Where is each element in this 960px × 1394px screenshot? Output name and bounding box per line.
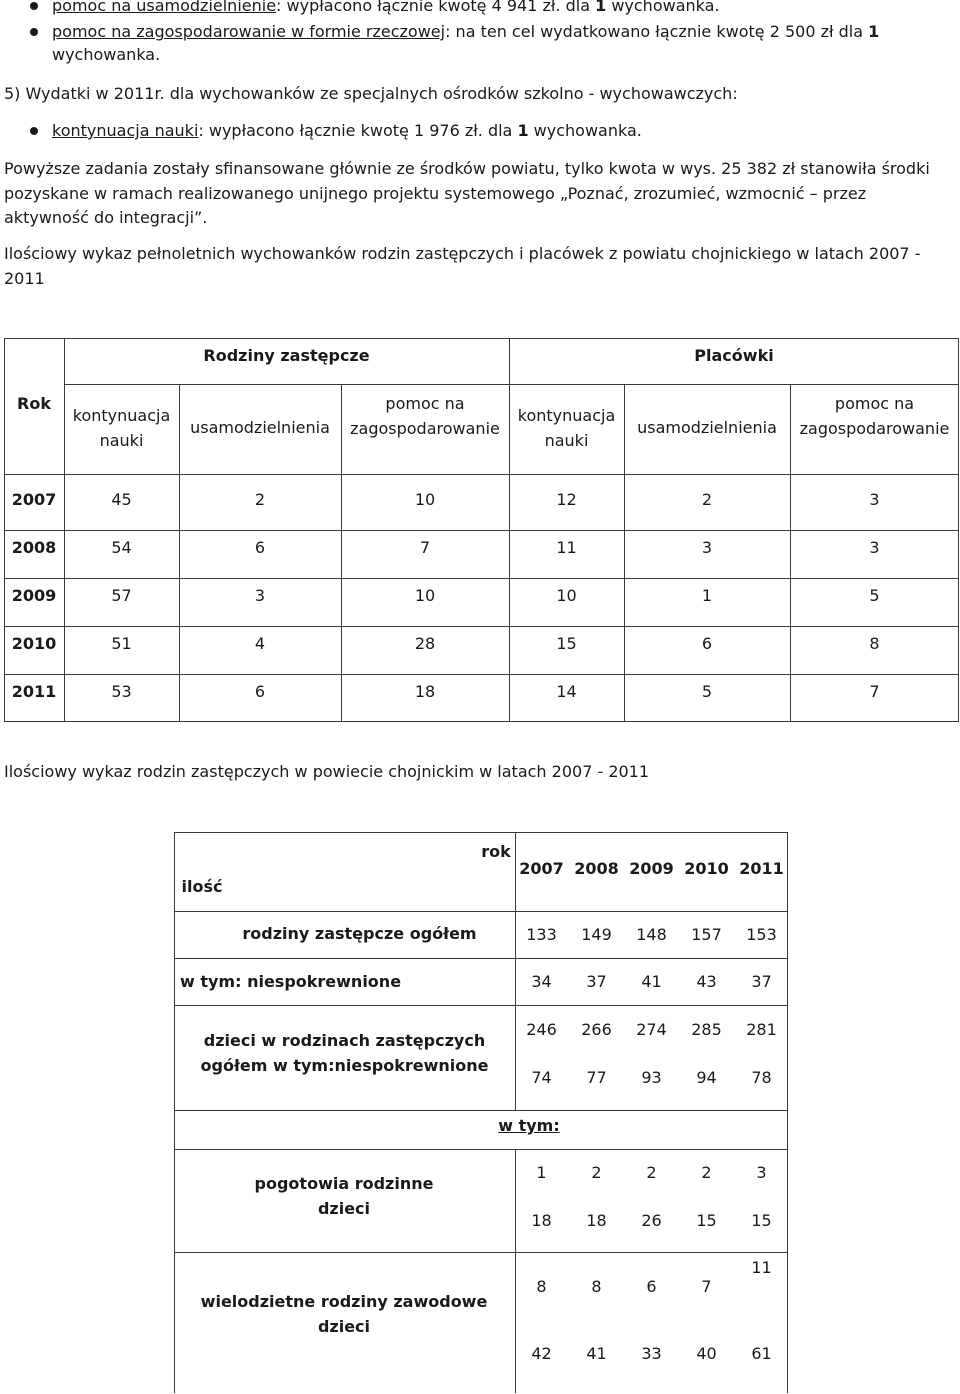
- table-cell: 42: [531, 1344, 552, 1363]
- table-cell: 37: [586, 972, 607, 991]
- bullet-tail: wychowanka.: [606, 0, 720, 15]
- table-cell: 11: [751, 1258, 772, 1277]
- row-year: 2008: [11, 538, 57, 557]
- table-cell: 2: [701, 490, 713, 509]
- link-pomoc-zagospodarowanie[interactable]: pomoc na zagospodarowanie w formie rzeczowej: [52, 22, 446, 41]
- link-pomoc-usamodzielnienie[interactable]: pomoc na usamodzielnienie: [52, 0, 277, 15]
- corner-ilosc: ilość: [181, 877, 223, 896]
- table-cell: 1: [536, 1163, 547, 1182]
- table-cell: 26: [641, 1211, 662, 1230]
- bullet-text: : wypłacono łącznie kwotę 1 976 zł. dla: [198, 121, 518, 140]
- table-cell: 15: [696, 1211, 717, 1230]
- table-cell: 54: [111, 538, 132, 557]
- table-cell: 18: [586, 1211, 607, 1230]
- section-heading: 5) Wydatki w 2011r. dla wychowanków ze specjalnych ośrodków szkolno - wychowawczych:: [4, 84, 738, 103]
- table-cell: 45: [111, 490, 132, 509]
- table1-caption: Ilościowy wykaz pełnoletnich wychowanków rodzin zastępczych i placówek z powiatu chojnickiego w latach 2007 - 2011: [4, 244, 921, 288]
- subheader: kontynuacja nauki: [72, 406, 171, 450]
- row-label-wielodzietne: wielodzietne rodziny zawodowe dzieci: [200, 1292, 488, 1336]
- table-cell: 41: [641, 972, 662, 991]
- year-header: 2008: [574, 859, 619, 878]
- year-header: 2009: [629, 859, 674, 878]
- bullet-text: : na ten cel wydatkowano łącznie kwotę 2 500 zł dla: [445, 22, 869, 41]
- table-cell: 61: [751, 1344, 772, 1363]
- bullet-tail: wychowanka.: [52, 45, 161, 64]
- table-cell: 51: [111, 634, 132, 653]
- bullet-count: 1: [517, 121, 529, 140]
- table-cell: 2: [701, 1163, 712, 1182]
- table-cell: 18: [414, 682, 436, 701]
- table-cell: 93: [641, 1068, 662, 1087]
- table-cell: 149: [581, 925, 612, 944]
- table-cell: 3: [756, 1163, 767, 1182]
- table-cell: 8: [536, 1277, 547, 1296]
- row-year: 2010: [11, 634, 57, 653]
- table-cell: 153: [746, 925, 777, 944]
- table-cell: 8: [869, 634, 880, 653]
- table-cell: 6: [701, 634, 713, 653]
- table-cell: 148: [636, 925, 667, 944]
- table-cell: 57: [111, 586, 132, 605]
- subheader: usamodzielnienia: [190, 418, 330, 437]
- bullet-text: : wypłacono łącznie kwotę 4 941 zł. dla: [276, 0, 596, 15]
- row-label-children: dzieci w rodzinach zastępczych ogółem w tym:niespokrewnione: [200, 1031, 489, 1075]
- table-cell: 6: [646, 1277, 657, 1296]
- table-cell: 10: [556, 586, 577, 605]
- bullet-count: 1: [595, 0, 607, 15]
- table-cell: 2: [254, 490, 266, 509]
- table-cell: 53: [111, 682, 132, 701]
- year-header: 2011: [739, 859, 784, 878]
- table-cell: 7: [701, 1277, 712, 1296]
- table-cell: 281: [746, 1020, 777, 1039]
- table-cell: 37: [751, 972, 772, 991]
- header-rok: Rok: [17, 394, 51, 413]
- header-rodziny-zastepcze: Rodziny zastępcze: [203, 346, 370, 365]
- table-cell: 5: [701, 682, 713, 701]
- w-tym-label: w tym:: [498, 1116, 560, 1135]
- list-item: [52, 20, 932, 66]
- table-cell: 43: [696, 972, 717, 991]
- row-year: 2009: [11, 586, 57, 605]
- table-cell: 40: [696, 1344, 717, 1363]
- table-cell: 34: [531, 972, 552, 991]
- row-year: 2011: [11, 682, 57, 701]
- table-cell: 246: [526, 1020, 557, 1039]
- table-cell: 77: [586, 1068, 607, 1087]
- list-item: [52, 0, 932, 17]
- header-placowki: Placówki: [694, 346, 774, 365]
- table-adult-wards: [4, 338, 959, 722]
- table-cell: 11: [556, 538, 577, 557]
- table-cell: 10: [414, 490, 436, 509]
- subheader: pomoc na zagospodarowanie: [799, 394, 950, 438]
- row-label-niespokrewnione: w tym: niespokrewnione: [180, 972, 402, 991]
- table-cell: 6: [254, 682, 266, 701]
- table-cell: 15: [751, 1211, 772, 1230]
- corner-rok: rok: [481, 842, 511, 861]
- table-cell: 7: [419, 538, 431, 557]
- table-cell: 3: [701, 538, 713, 557]
- table-cell: 10: [414, 586, 436, 605]
- table-cell: 274: [636, 1020, 667, 1039]
- bullet-tail: wychowanka.: [528, 121, 642, 140]
- bullet-dot-icon: [30, 127, 38, 135]
- table-cell: 14: [556, 682, 577, 701]
- table-cell: 266: [581, 1020, 612, 1039]
- table-cell: 1: [701, 586, 713, 605]
- table-cell: 12: [556, 490, 577, 509]
- table-cell: 157: [691, 925, 722, 944]
- table-cell: 41: [586, 1344, 607, 1363]
- table-cell: 3: [869, 490, 880, 509]
- table-cell: 6: [254, 538, 266, 557]
- table2-caption: Ilościowy wykaz rodzin zastępczych w powiecie chojnickim w latach 2007 - 2011: [4, 762, 650, 781]
- table-cell: 3: [254, 586, 266, 605]
- table-cell: 3: [869, 538, 880, 557]
- table-cell: 74: [531, 1068, 552, 1087]
- table-cell: 18: [531, 1211, 552, 1230]
- year-header: 2010: [684, 859, 729, 878]
- link-kontynuacja-nauki[interactable]: kontynuacja nauki: [52, 121, 199, 140]
- subheader: kontynuacja nauki: [517, 406, 616, 450]
- subheader: usamodzielnienia: [637, 418, 777, 437]
- bullet-dot-icon: [30, 2, 38, 10]
- table-cell: 2: [591, 1163, 602, 1182]
- bullet-dot-icon: [30, 28, 38, 36]
- funding-paragraph: Powyższe zadania zostały sfinansowane głównie ze środków powiatu, tylko kwota w wys. 25 382 zł stanowiła środki pozyskane w ramach realizowanego unijnego projektu systemowego „Poznać, zrozumieć, wzmocnić – przez aktywność do integracji”.: [4, 159, 930, 227]
- year-header: 2007: [519, 859, 564, 878]
- table-cell: 4: [254, 634, 266, 653]
- table-cell: 5: [869, 586, 880, 605]
- table-cell: 7: [869, 682, 880, 701]
- table-cell: 8: [591, 1277, 602, 1296]
- bullet-count: 1: [868, 22, 880, 41]
- table-cell: 28: [414, 634, 436, 653]
- table-cell: 94: [696, 1068, 717, 1087]
- table-foster-families: [174, 832, 788, 1393]
- table-cell: 15: [556, 634, 577, 653]
- row-year: 2007: [11, 490, 57, 509]
- table-cell: 33: [641, 1344, 662, 1363]
- list-item: [52, 119, 932, 142]
- table-cell: 78: [751, 1068, 772, 1087]
- table-cell: 285: [691, 1020, 722, 1039]
- table-cell: 2: [646, 1163, 657, 1182]
- table-cell: 133: [526, 925, 557, 944]
- row-label-pogotowia: pogotowia rodzinne dzieci: [254, 1174, 434, 1218]
- row-label-total: rodziny zastępcze ogółem: [242, 924, 477, 943]
- subheader: pomoc na zagospodarowanie: [350, 394, 500, 438]
